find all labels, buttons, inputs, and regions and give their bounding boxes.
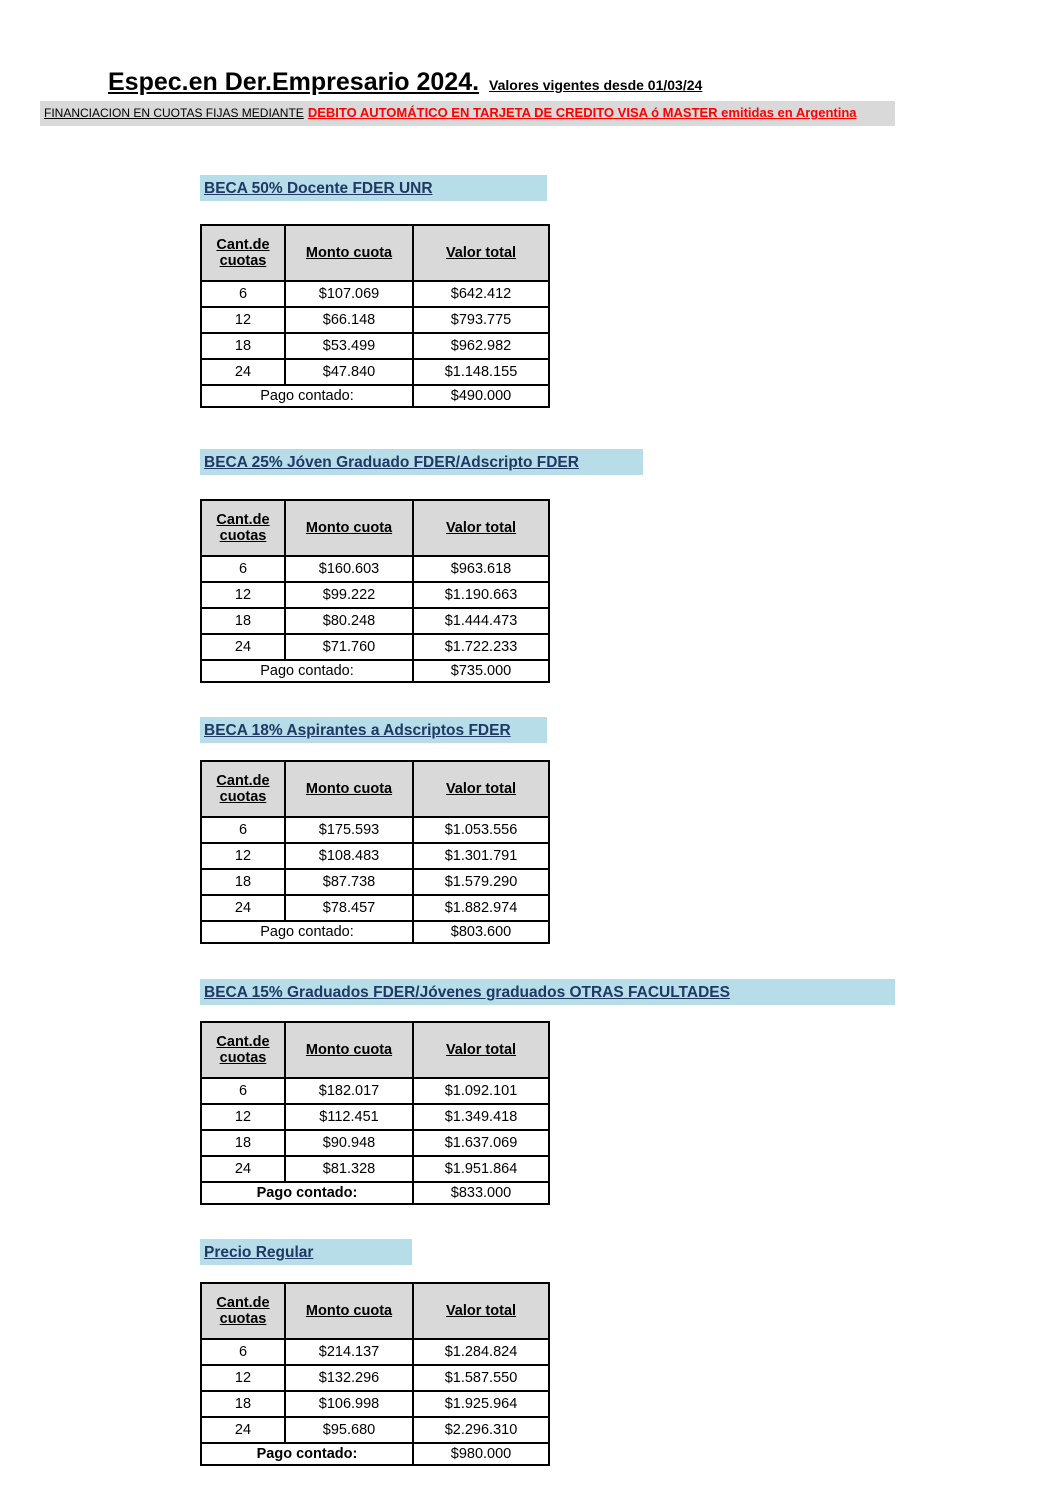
cell-total: $1.444.473 [413, 608, 549, 634]
cell-total: $2.296.310 [413, 1417, 549, 1443]
contado-row [201, 385, 549, 407]
cell-monto: $99.222 [285, 582, 413, 608]
cell-monto: $107.069 [285, 281, 413, 307]
header-monto: Monto cuota [285, 1022, 413, 1078]
cell-total: $963.618 [413, 556, 549, 582]
cell-monto: $87.738 [285, 869, 413, 895]
table-row [201, 359, 549, 385]
table-row [201, 895, 549, 921]
cell-monto: $182.017 [285, 1078, 413, 1104]
table-row [201, 1365, 549, 1391]
cell-total: $793.775 [413, 307, 549, 333]
cell-total: $1.722.233 [413, 634, 549, 660]
table-row [201, 608, 549, 634]
cell-monto: $112.451 [285, 1104, 413, 1130]
header-cuotas: Cant.de cuotas [201, 1022, 285, 1078]
cell-cuotas: 18 [201, 333, 285, 359]
cell-total: $1.951.864 [413, 1156, 549, 1182]
table-header-row [201, 761, 549, 817]
cell-monto: $78.457 [285, 895, 413, 921]
cell-cuotas: 6 [201, 817, 285, 843]
cell-monto: $160.603 [285, 556, 413, 582]
cell-monto: $81.328 [285, 1156, 413, 1182]
contado-label: Pago contado: [201, 660, 413, 682]
contado-label: Pago contado: [201, 1443, 413, 1465]
cell-cuotas: 6 [201, 281, 285, 307]
header-total: Valor total [413, 761, 549, 817]
contado-value: $490.000 [413, 385, 549, 407]
cell-total: $1.882.974 [413, 895, 549, 921]
cell-total: $1.349.418 [413, 1104, 549, 1130]
table-row [201, 281, 549, 307]
table-row [201, 1078, 549, 1104]
cell-monto: $90.948 [285, 1130, 413, 1156]
contado-row [201, 660, 549, 682]
header-total: Valor total [413, 500, 549, 556]
validity-date: Valores vigentes desde 01/03/24 [489, 77, 703, 93]
contado-row [201, 1443, 549, 1465]
table-row [201, 869, 549, 895]
table-row [201, 1417, 549, 1443]
cell-total: $1.925.964 [413, 1391, 549, 1417]
price-table-beca-25 [200, 499, 550, 683]
table-header-row [201, 1022, 549, 1078]
contado-row [201, 921, 549, 943]
table-row [201, 1104, 549, 1130]
cell-cuotas: 24 [201, 634, 285, 660]
contado-label: Pago contado: [201, 385, 413, 407]
section-title-beca-18: BECA 18% Aspirantes a Adscriptos FDER [200, 717, 547, 743]
cell-cuotas: 18 [201, 1391, 285, 1417]
price-table-beca-15 [200, 1021, 550, 1205]
header-total: Valor total [413, 1022, 549, 1078]
cell-total: $1.579.290 [413, 869, 549, 895]
cell-cuotas: 18 [201, 869, 285, 895]
table-row [201, 1130, 549, 1156]
table-row [201, 1156, 549, 1182]
table-row [201, 307, 549, 333]
cell-monto: $53.499 [285, 333, 413, 359]
contado-label: Pago contado: [201, 921, 413, 943]
cell-monto: $80.248 [285, 608, 413, 634]
table-header-row [201, 500, 549, 556]
header-total: Valor total [413, 225, 549, 281]
table-row [201, 556, 549, 582]
document-title: Espec.en Der.Empresario 2024. [108, 68, 480, 96]
cell-total: $1.190.663 [413, 582, 549, 608]
table-row [201, 333, 549, 359]
cell-cuotas: 6 [201, 556, 285, 582]
cell-monto: $71.760 [285, 634, 413, 660]
table-row [201, 634, 549, 660]
cell-total: $962.982 [413, 333, 549, 359]
cell-total: $642.412 [413, 281, 549, 307]
cell-cuotas: 18 [201, 1130, 285, 1156]
contado-value: $833.000 [413, 1182, 549, 1204]
cell-cuotas: 18 [201, 608, 285, 634]
table-row [201, 817, 549, 843]
cell-monto: $214.137 [285, 1339, 413, 1365]
cell-cuotas: 12 [201, 1365, 285, 1391]
cell-total: $1.637.069 [413, 1130, 549, 1156]
header-cuotas: Cant.de cuotas [201, 1283, 285, 1339]
header-cuotas: Cant.de cuotas [201, 500, 285, 556]
cell-monto: $106.998 [285, 1391, 413, 1417]
cell-monto: $66.148 [285, 307, 413, 333]
cell-monto: $108.483 [285, 843, 413, 869]
contado-value: $735.000 [413, 660, 549, 682]
price-table-beca-18 [200, 760, 550, 944]
contado-value: $803.600 [413, 921, 549, 943]
cell-monto: $95.680 [285, 1417, 413, 1443]
table-row [201, 1339, 549, 1365]
cell-cuotas: 12 [201, 307, 285, 333]
cell-cuotas: 24 [201, 1156, 285, 1182]
cell-cuotas: 12 [201, 582, 285, 608]
contado-row [201, 1182, 549, 1204]
page-title [108, 68, 702, 97]
table-row [201, 582, 549, 608]
header-monto: Monto cuota [285, 761, 413, 817]
table-header-row [201, 225, 549, 281]
cell-cuotas: 12 [201, 1104, 285, 1130]
cell-cuotas: 6 [201, 1339, 285, 1365]
cell-cuotas: 12 [201, 843, 285, 869]
table-row [201, 843, 549, 869]
price-table-precio-regular [200, 1282, 550, 1466]
section-title-beca-50: BECA 50% Docente FDER UNR [200, 175, 547, 201]
cell-monto: $47.840 [285, 359, 413, 385]
contado-value: $980.000 [413, 1443, 549, 1465]
financing-banner [40, 101, 895, 126]
header-cuotas: Cant.de cuotas [201, 225, 285, 281]
header-cuotas: Cant.de cuotas [201, 761, 285, 817]
section-title-beca-25: BECA 25% Jóven Graduado FDER/Adscripto FDER [200, 449, 643, 475]
cell-total: $1.053.556 [413, 817, 549, 843]
cell-total: $1.148.155 [413, 359, 549, 385]
contado-label: Pago contado: [201, 1182, 413, 1204]
financing-lead: FINANCIACION EN CUOTAS FIJAS MEDIANTE [44, 106, 304, 120]
table-header-row [201, 1283, 549, 1339]
header-monto: Monto cuota [285, 225, 413, 281]
section-title-precio-regular: Precio Regular [200, 1239, 412, 1265]
price-table-beca-50 [200, 224, 550, 408]
cell-monto: $175.593 [285, 817, 413, 843]
cell-total: $1.301.791 [413, 843, 549, 869]
header-monto: Monto cuota [285, 1283, 413, 1339]
header-total: Valor total [413, 1283, 549, 1339]
cell-cuotas: 6 [201, 1078, 285, 1104]
cell-monto: $132.296 [285, 1365, 413, 1391]
cell-total: $1.284.824 [413, 1339, 549, 1365]
cell-cuotas: 24 [201, 1417, 285, 1443]
cell-total: $1.092.101 [413, 1078, 549, 1104]
table-row [201, 1391, 549, 1417]
header-monto: Monto cuota [285, 500, 413, 556]
cell-cuotas: 24 [201, 359, 285, 385]
cell-cuotas: 24 [201, 895, 285, 921]
section-title-beca-15: BECA 15% Graduados FDER/Jóvenes graduados OTRAS FACULTADES [200, 979, 895, 1005]
financing-highlight: DEBITO AUTOMÁTICO EN TARJETA DE CREDITO VISA ó MASTER emitidas en Argentina [307, 105, 857, 120]
cell-total: $1.587.550 [413, 1365, 549, 1391]
